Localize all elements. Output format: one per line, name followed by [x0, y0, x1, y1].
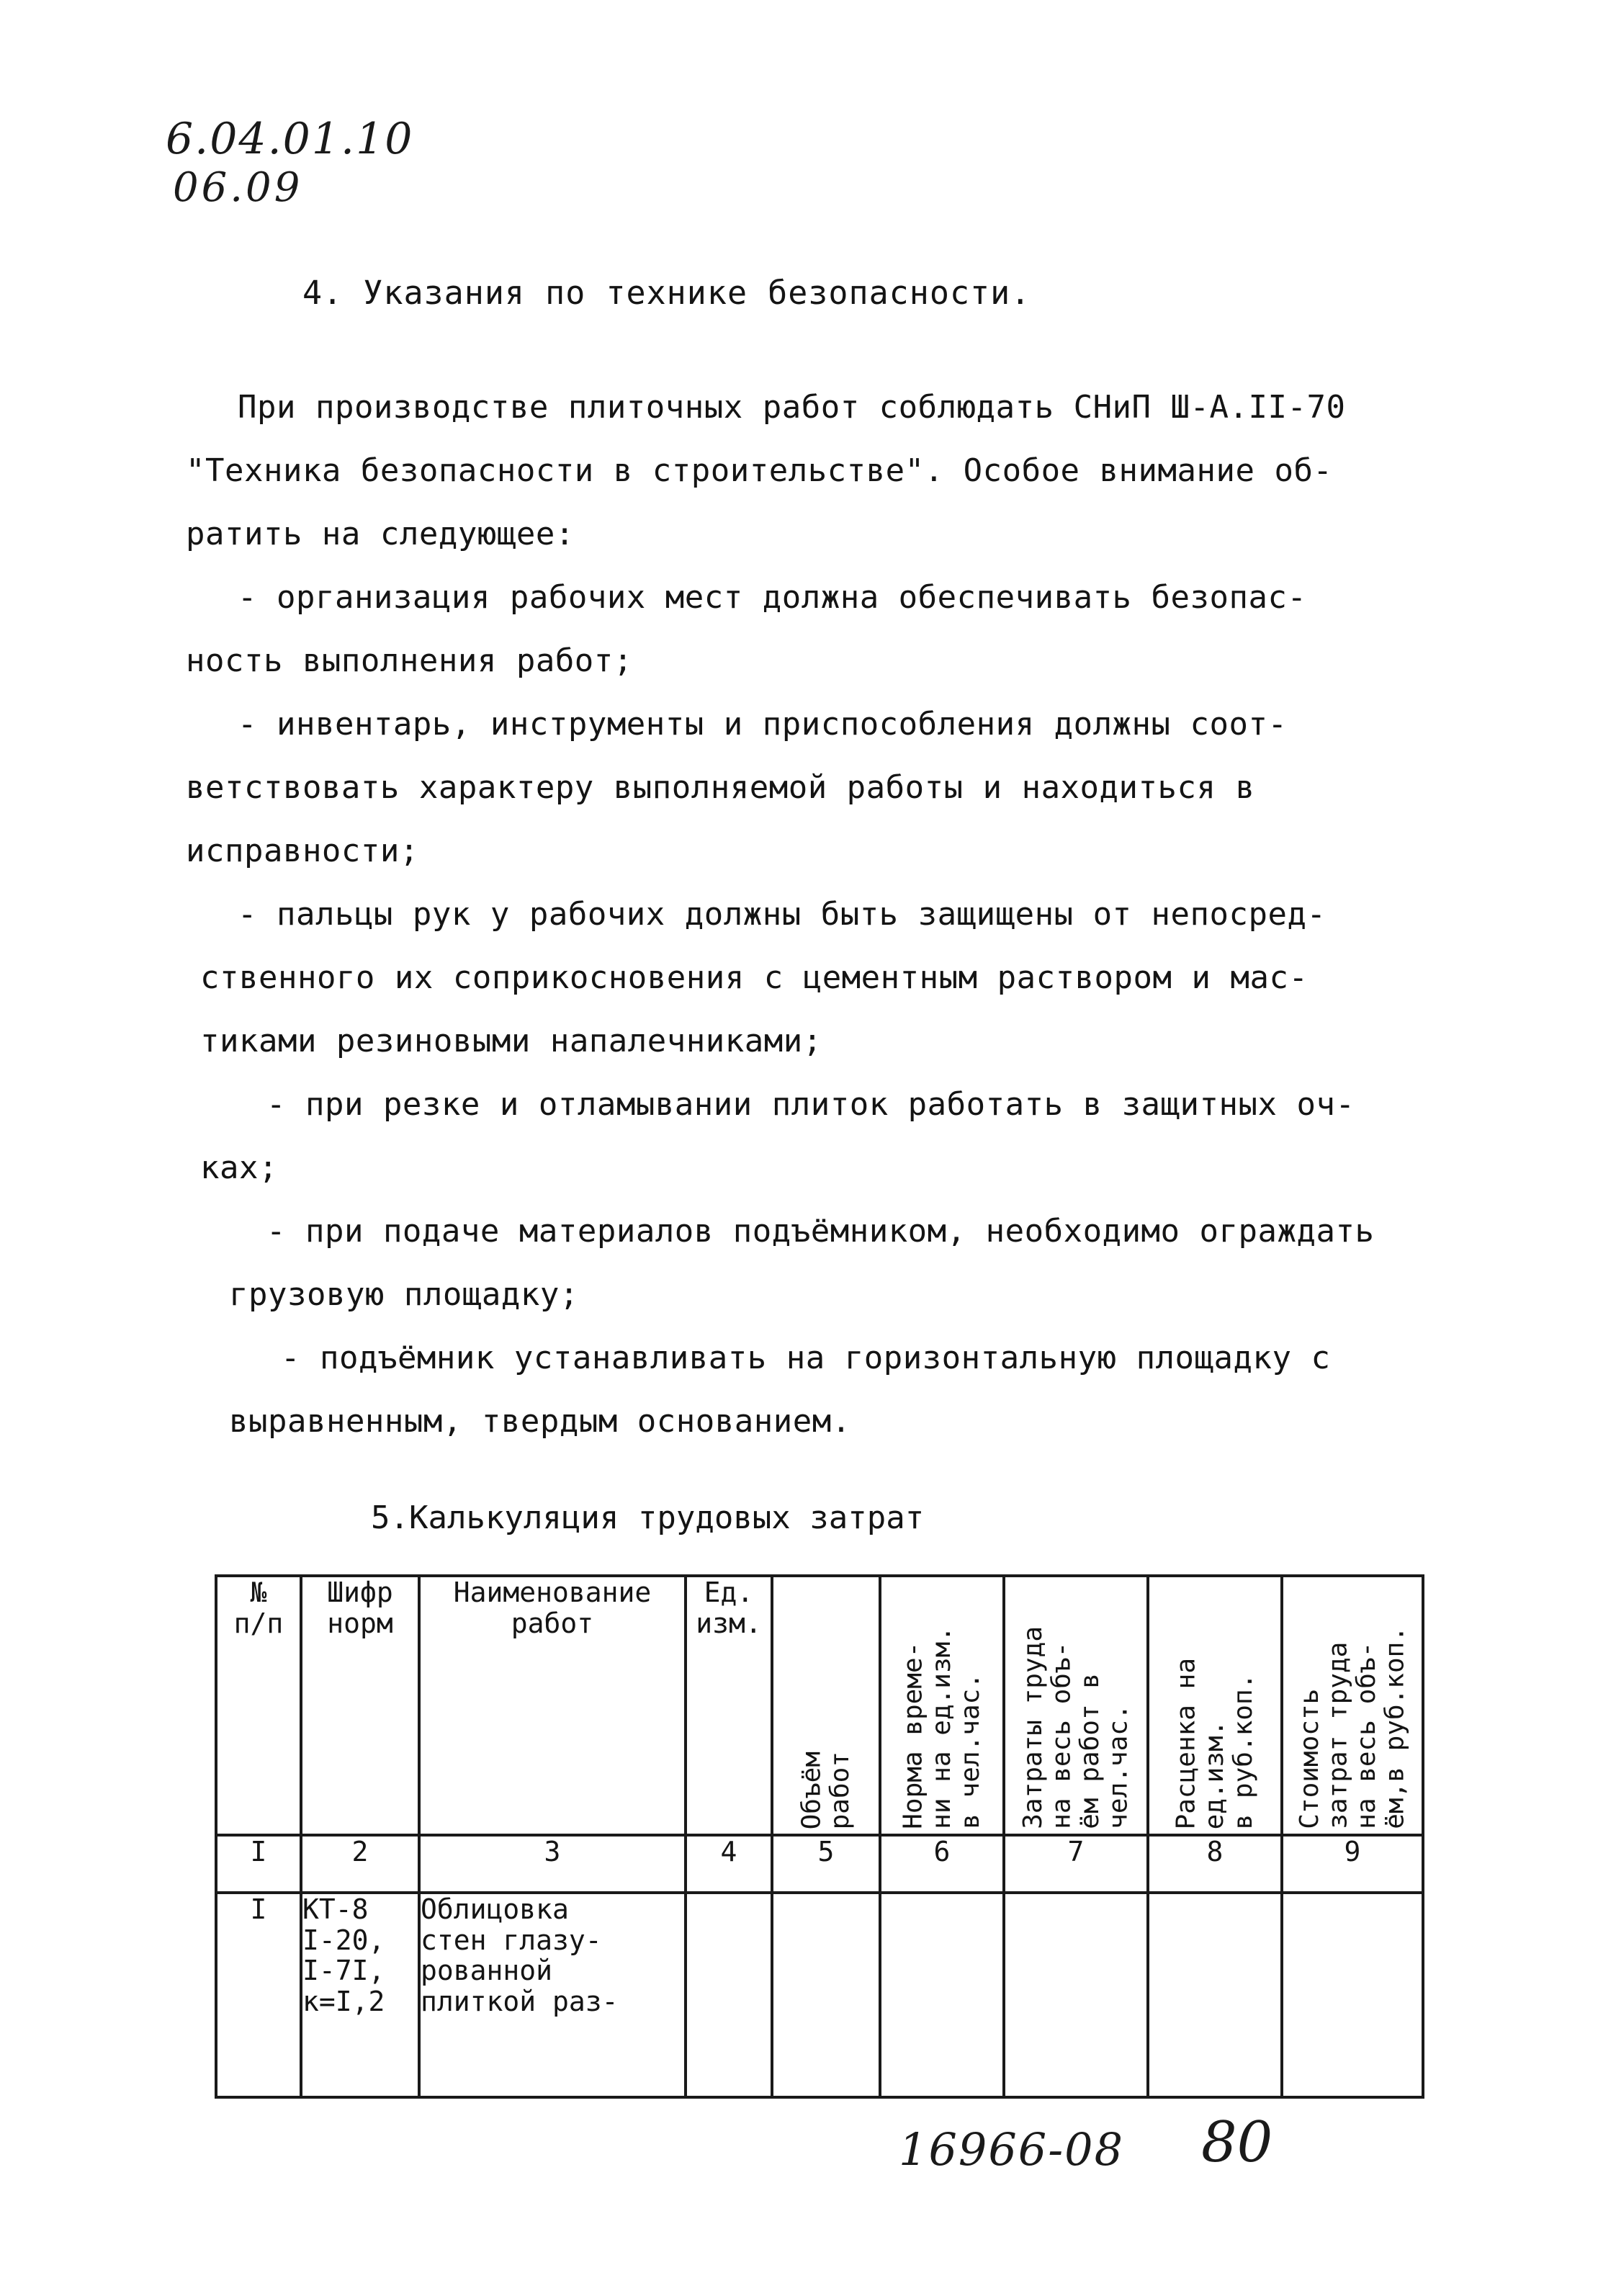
paragraph-line: - при резке и отламывании плиток работать в защитных оч-	[266, 1086, 1355, 1123]
header-total-cost: Стоимость затрат труда на весь объ- ём,в руб.коп.	[1294, 1626, 1410, 1829]
cell-labor-cost	[1004, 1893, 1148, 2097]
paragraph-line: исправности;	[186, 833, 419, 869]
column-number: 5	[772, 1835, 880, 1893]
column-number: 2	[301, 1835, 419, 1893]
column-number: I	[216, 1835, 301, 1893]
header-total-cost-cell	[1282, 1576, 1423, 1835]
header-time-norm: Норма време- ни на ед.изм. в чел.час.	[898, 1626, 985, 1829]
header-unit: Ед. изм.	[686, 1576, 772, 1835]
header-rate: Расценка на ед.изм. в руб.коп.	[1171, 1657, 1258, 1829]
header-labor-cost: Затраты труда на весь объ- ём работ в чел.час.	[1018, 1626, 1134, 1829]
document-code: 6.04.01.10	[166, 114, 414, 164]
cell-total-cost	[1282, 1893, 1423, 2097]
header-number: № п/п	[216, 1576, 301, 1835]
paragraph-line: ках;	[200, 1149, 278, 1186]
cell-unit	[686, 1893, 772, 2097]
cell-work-name: Облицовка стен глазу- рованной плиткой раз-	[419, 1893, 686, 2097]
cell-volume	[772, 1893, 880, 2097]
header-rate-cell	[1148, 1576, 1282, 1835]
paragraph-line: грузовую площадку;	[229, 1276, 579, 1313]
page-number: 80	[1201, 2110, 1273, 2175]
column-number: 6	[880, 1835, 1004, 1893]
inventory-stamp: 16966-08	[899, 2123, 1125, 2176]
column-number-row	[216, 1835, 1423, 1893]
cell-number: I	[216, 1893, 301, 2097]
document-subcode: 06.09	[173, 164, 303, 211]
column-number: 8	[1148, 1835, 1282, 1893]
header-time-norm-cell	[880, 1576, 1004, 1835]
column-number: 4	[686, 1835, 772, 1893]
section-4-heading: 4. Указания по технике безопасности.	[302, 274, 1031, 312]
labor-cost-table	[215, 1574, 1424, 2099]
header-volume: Объём работ	[796, 1751, 855, 1829]
section-5-caption: 5.Калькуляция трудовых затрат	[371, 1499, 925, 1536]
paragraph-line: - при подаче материалов подъёмником, необходимо ограждать	[266, 1213, 1375, 1250]
header-volume-cell	[772, 1576, 880, 1835]
paragraph-line: ственного их соприкосновения с цементным раствором и мас-	[200, 959, 1308, 996]
cell-time-norm	[880, 1893, 1004, 2097]
paragraph-line: ветствовать характеру выполняемой работы и находиться в	[186, 769, 1255, 806]
cell-rate	[1148, 1893, 1282, 2097]
paragraph-line: ность выполнения работ;	[186, 642, 633, 679]
paragraph-line: ратить на следующее:	[186, 516, 575, 552]
column-number: 7	[1004, 1835, 1148, 1893]
column-number: 9	[1282, 1835, 1423, 1893]
paragraph-line: - подъёмник устанавливать на горизонтальную площадку с	[281, 1340, 1331, 1376]
table-row	[216, 1893, 1423, 2097]
cell-norm-code: КТ-8 I-20, I-7I, к=I,2	[301, 1893, 419, 2097]
paragraph-line: тиками резиновыми напалечниками;	[200, 1023, 822, 1059]
header-labor-cost-cell	[1004, 1576, 1148, 1835]
header-work-name: Наименование работ	[419, 1576, 686, 1835]
paragraph-line: - инвентарь, инструменты и приспособления должны соот-	[238, 706, 1288, 743]
column-number: 3	[419, 1835, 686, 1893]
header-norm-code: Шифр норм	[301, 1576, 419, 1835]
paragraph-line: При производстве плиточных работ соблюдать СНиП Ш-А.II-70	[238, 389, 1346, 426]
paragraph-line: "Техника безопасности в строительстве". Особое внимание об-	[186, 452, 1333, 489]
paragraph-line: - пальцы рук у рабочих должны быть защищены от непосред-	[238, 896, 1327, 933]
paragraph-line: выравненным, твердым основанием.	[229, 1403, 851, 1440]
table-header-row	[216, 1576, 1423, 1835]
paragraph-line: - организация рабочих мест должна обеспечивать безопас-	[238, 579, 1307, 616]
